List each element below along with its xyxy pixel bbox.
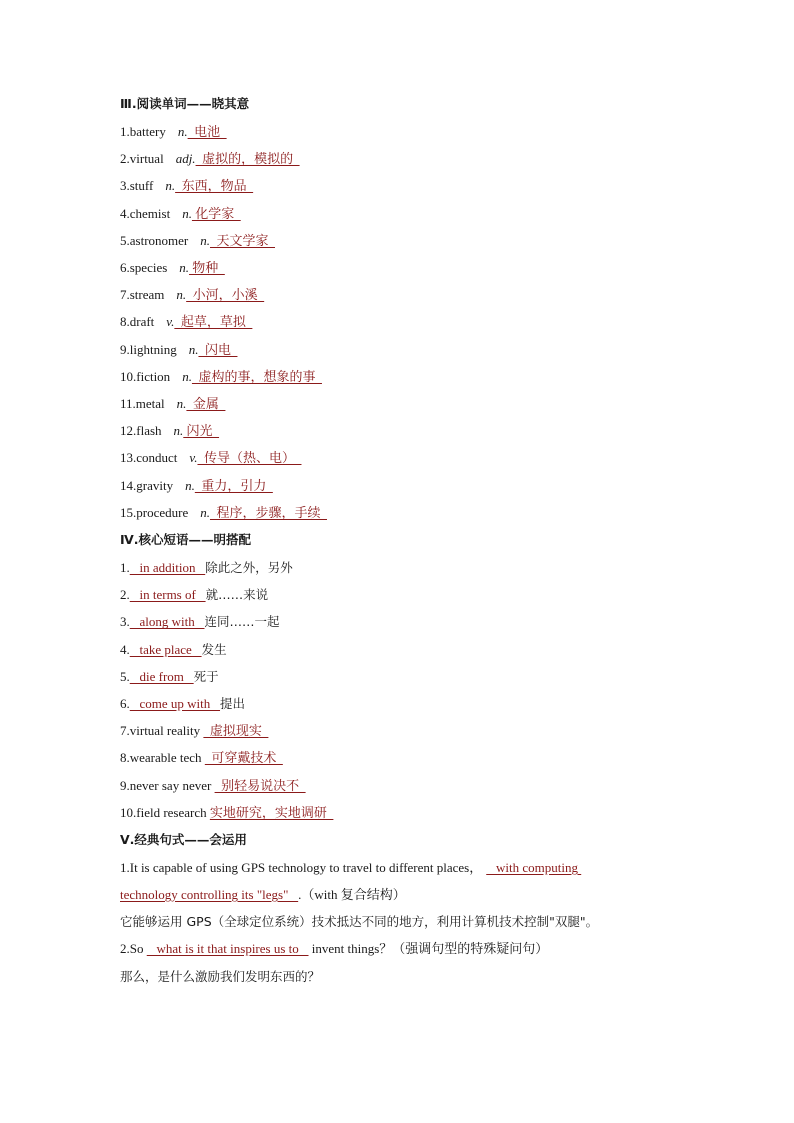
word-item — [120, 423, 674, 439]
word-part-of-speech: n. — [179, 260, 190, 275]
phrase-item — [120, 669, 674, 685]
word-item — [120, 314, 674, 330]
phrase-meaning: 提出 — [220, 696, 246, 711]
phrase-number: 7. — [120, 723, 130, 739]
word-answer: 程序，步骤，手续 — [209, 504, 327, 520]
sentence-1-translation: 它能够运用 GPS（全球定位系统）技术抵达不同的地方，利用计算机技术控制"双腿"。 — [120, 914, 599, 929]
sentence-2 — [120, 941, 674, 957]
word-number: 8. — [120, 314, 130, 330]
section-title-reading-words: Ⅲ.阅读单词——晓其意 — [120, 96, 250, 111]
word-part-of-speech: n. — [177, 124, 188, 139]
word-item — [120, 233, 674, 249]
phrase-item — [120, 750, 674, 766]
word-number: 12. — [120, 423, 137, 439]
word-answer: 传导（热、电） — [197, 450, 302, 466]
word-number: 2. — [120, 151, 130, 167]
word-term: procedure — [136, 504, 189, 520]
word-term: virtual — [129, 151, 164, 167]
word-part-of-speech: n. — [182, 368, 192, 384]
word-part-of-speech: n. — [182, 205, 192, 221]
word-answer: 虚拟的，模拟的 — [195, 151, 300, 167]
phrase-item — [120, 642, 674, 658]
phrase-answer: in addition — [129, 560, 206, 575]
word-answer: 电池 — [187, 124, 227, 139]
phrase-item — [120, 614, 674, 630]
word-number: 11. — [120, 396, 136, 411]
word-term: gravity — [136, 477, 174, 493]
word-answer: 天文学家 — [209, 232, 275, 248]
word-item — [120, 178, 674, 194]
word-item — [120, 287, 674, 303]
word-answer: 起草，草拟 — [174, 314, 253, 330]
word-number: 15. — [120, 504, 137, 520]
sentence-2-tail: invent things？（强调句型的特殊疑问句） — [308, 941, 549, 956]
phrase-answer: along with — [129, 614, 205, 630]
phrase-number: 6. — [120, 696, 130, 711]
sentence-2-translation: 那么，是什么激励我们发明东西的？ — [120, 969, 321, 984]
phrase-number: 10. — [120, 804, 137, 820]
word-part-of-speech: v. — [166, 314, 175, 330]
phrase-term: field research — [136, 804, 210, 820]
word-term: astronomer — [129, 232, 189, 248]
sentence-1-answer-part-b: technology controlling its "legs" — [120, 887, 299, 902]
word-term: stream — [129, 287, 165, 303]
word-part-of-speech: n. — [200, 232, 210, 248]
word-term: battery — [129, 124, 166, 139]
phrase-answer: in terms of — [129, 587, 206, 603]
sentence-1 — [120, 860, 674, 876]
word-term: metal — [135, 396, 165, 411]
phrase-answer: take place — [129, 641, 202, 657]
word-part-of-speech: n. — [173, 423, 184, 439]
word-part-of-speech: n. — [188, 341, 199, 357]
word-number: 10. — [120, 368, 137, 384]
word-number: 6. — [120, 260, 130, 275]
word-item — [120, 206, 674, 222]
word-item — [120, 151, 674, 167]
word-item — [120, 450, 674, 466]
phrase-meaning: 除此之外，另外 — [205, 560, 293, 575]
word-term: draft — [129, 314, 155, 330]
word-term: fiction — [136, 368, 171, 384]
phrase-number: 4. — [120, 641, 130, 657]
word-answer: 小河，小溪 — [186, 287, 265, 303]
word-answer: 化学家 — [191, 205, 241, 221]
word-number: 3. — [120, 178, 130, 194]
word-answer: 东西，物品 — [175, 178, 254, 194]
phrase-item — [120, 723, 674, 739]
word-number: 14. — [120, 477, 137, 493]
word-answer: 闪电 — [198, 341, 238, 357]
sentence-1-continued — [120, 887, 674, 903]
phrase-term: wearable tech — [129, 750, 205, 766]
word-answer: 物种 — [189, 260, 225, 275]
phrase-number: 5. — [120, 668, 130, 684]
phrase-answer: 虚拟现实 — [203, 723, 269, 739]
word-number: 5. — [120, 232, 130, 248]
word-term: lightning — [129, 341, 177, 357]
word-answer: 重力，引力 — [194, 477, 273, 493]
sentence-1-text: 1.It is capable of using GPS technology to travel to different places， — [120, 860, 483, 875]
word-part-of-speech: n. — [200, 504, 210, 520]
word-part-of-speech: adj. — [175, 151, 196, 167]
phrase-meaning: 发生 — [201, 641, 227, 657]
phrase-number: 3. — [120, 614, 130, 630]
sentence-1-answer-part-a: with computing — [486, 860, 582, 875]
phrase-meaning: 死于 — [193, 668, 219, 684]
word-term: chemist — [129, 205, 171, 221]
word-item — [120, 505, 674, 521]
phrase-meaning: 连同……一起 — [204, 614, 280, 630]
word-item — [120, 396, 674, 412]
word-number: 9. — [120, 341, 130, 357]
phrase-item — [120, 587, 674, 603]
word-part-of-speech: v. — [189, 450, 198, 466]
word-number: 7. — [120, 287, 130, 303]
word-number: 13. — [120, 450, 137, 466]
phrase-answer: come up with — [129, 696, 221, 711]
word-part-of-speech: n. — [185, 477, 195, 493]
word-item — [120, 124, 674, 140]
word-number: 1. — [120, 124, 130, 139]
word-number: 4. — [120, 205, 130, 221]
word-part-of-speech: n. — [176, 287, 187, 303]
phrase-answer: 可穿戴技术 — [204, 750, 283, 766]
phrase-answer: die from — [129, 668, 194, 684]
phrase-term: virtual reality — [129, 723, 204, 739]
phrase-item — [120, 778, 674, 794]
phrase-answer: 实地研究，实地调研 — [209, 804, 334, 820]
word-part-of-speech: n. — [176, 396, 187, 411]
word-item — [120, 369, 674, 385]
phrase-meaning: 就……来说 — [205, 587, 269, 603]
word-term: conduct — [136, 450, 178, 466]
section-title-core-phrases: Ⅳ.核心短语——明搭配 — [120, 532, 251, 547]
phrase-number: 8. — [120, 750, 130, 766]
phrase-item — [120, 696, 674, 712]
word-part-of-speech: n. — [165, 178, 176, 194]
sentence-2-prefix: 2.So — [120, 941, 147, 956]
word-answer: 虚构的事，想象的事 — [191, 368, 322, 384]
word-answer: 闪光 — [183, 423, 220, 439]
sentence-2-answer: what is it that inspires us to — [146, 941, 309, 956]
word-term: species — [129, 260, 168, 275]
phrase-item — [120, 805, 674, 821]
word-answer: 金属 — [186, 396, 226, 411]
phrase-number: 2. — [120, 587, 130, 603]
word-term: stuff — [129, 178, 154, 194]
word-item — [120, 478, 674, 494]
word-term: flash — [136, 423, 162, 439]
phrase-item — [120, 560, 674, 576]
phrase-answer: 别轻易说决不 — [214, 777, 306, 793]
word-item — [120, 260, 674, 276]
phrase-number: 1. — [120, 560, 130, 575]
word-item — [120, 342, 674, 358]
section-title-classic-sentences: Ⅴ.经典句式——会运用 — [120, 832, 247, 847]
phrase-number: 9. — [120, 777, 130, 793]
sentence-1-tail: .（with 复合结构） — [298, 887, 406, 902]
phrase-term: never say never — [129, 777, 215, 793]
